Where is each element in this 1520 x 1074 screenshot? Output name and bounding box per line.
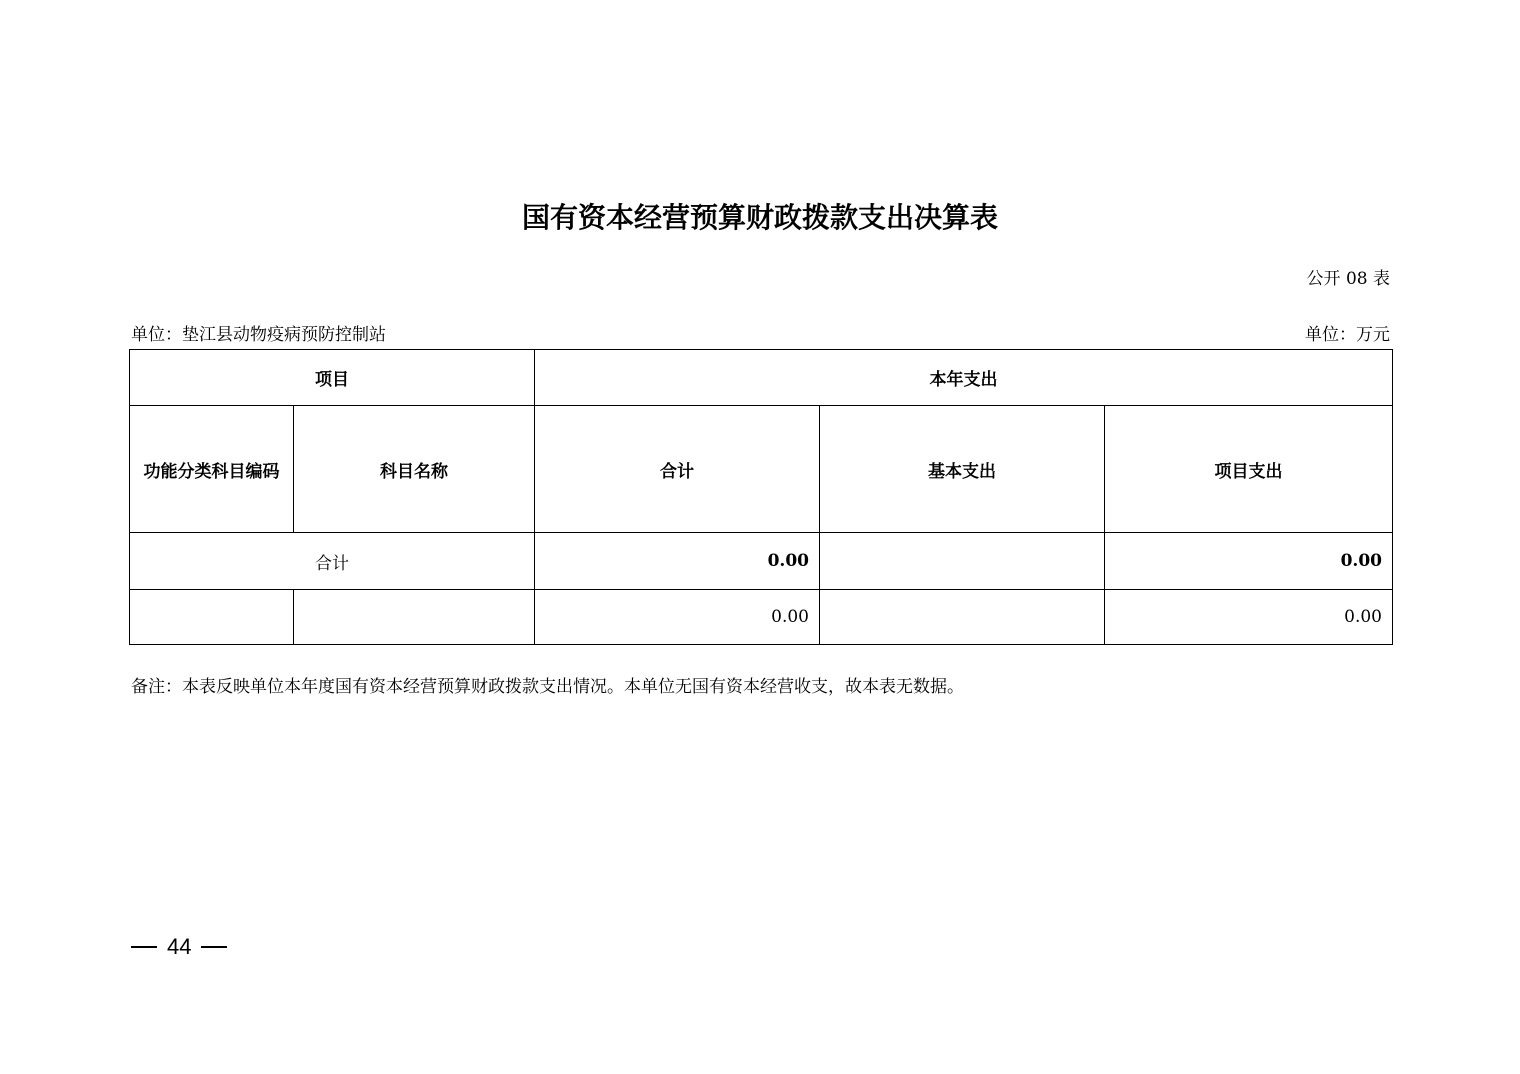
- row-code: [130, 590, 294, 645]
- header-basic: 基本支出: [820, 406, 1105, 533]
- header-code: 功能分类科目编码: [130, 406, 294, 533]
- row-total: 0.00: [535, 590, 820, 645]
- header-current-year-expenditure: 本年支出: [535, 350, 1393, 406]
- total-row-total: 0.00: [535, 533, 820, 590]
- page-title: 国有资本经营预算财政拨款支出决算表: [521, 201, 998, 234]
- header-total: 合计: [535, 406, 820, 533]
- header-item: 项目: [130, 350, 535, 406]
- dash-right: [201, 946, 227, 948]
- header-columns-row: [130, 406, 1393, 533]
- currency-unit: 单位：万元: [1305, 325, 1390, 345]
- organization-unit: 单位：垫江县动物疫病预防控制站: [131, 325, 386, 345]
- header-name: 科目名称: [294, 406, 535, 533]
- total-row-basic: [820, 533, 1105, 590]
- footnote: 备注：本表反映单位本年度国有资本经营预算财政拨款支出情况。本单位无国有资本经营收支，故本表无数据。: [131, 677, 964, 697]
- total-row-project: 0.00: [1105, 533, 1393, 590]
- total-row-label: 合计: [130, 533, 535, 590]
- header-project: 项目支出: [1105, 406, 1393, 533]
- dash-left: [131, 946, 157, 948]
- row-project: 0.00: [1105, 590, 1393, 645]
- total-row: [130, 533, 1393, 590]
- header-group-row: [130, 350, 1393, 406]
- form-number: 公开 08 表: [1306, 269, 1390, 289]
- expenditure-table: [129, 349, 1393, 645]
- page-number: [131, 934, 227, 960]
- table-row: [130, 590, 1393, 645]
- page-number-text: 44: [167, 934, 192, 959]
- row-name: [294, 590, 535, 645]
- row-basic: [820, 590, 1105, 645]
